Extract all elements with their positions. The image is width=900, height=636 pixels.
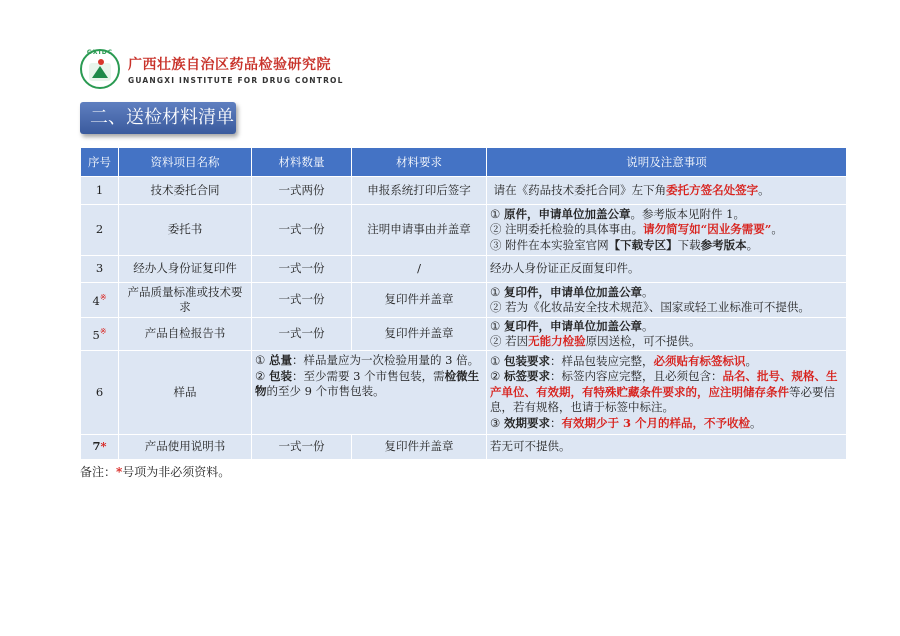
- table-row: [81, 435, 847, 460]
- section-title: 二、送检材料清单: [80, 102, 236, 134]
- row-no: 2: [81, 205, 119, 256]
- optional-star-icon: *: [100, 439, 107, 454]
- row-req: 申报系统打印后签字: [352, 177, 487, 205]
- row-qty: 一式一份: [252, 283, 352, 318]
- header-requirement: 材料要求: [352, 148, 487, 177]
- optional-star-icon: ※: [99, 327, 107, 337]
- row-name: 委托书: [119, 205, 252, 256]
- logo-ring-text: GXIDC: [86, 49, 114, 56]
- row-no: 1: [81, 177, 119, 205]
- row-name: 产品自检报告书: [119, 318, 252, 351]
- row-qty: 一式一份: [252, 318, 352, 351]
- row-req: 复印件并盖章: [352, 283, 487, 318]
- row-notes: ① 包装要求：样品包装应完整，必须贴有标签标识。 ② 标签要求：标签内容应完整，且必须包含：品名、批号、规格、生产单位、有效期，有特殊贮藏条件要求的，应注明储存条件等必要信息，若有规格，也请于标签中标注。 ③ 效期要求：有效期少于 3 个月的样品，不予收检。: [487, 351, 847, 435]
- table-row: [81, 177, 847, 205]
- row-no: 6: [81, 351, 119, 435]
- row-notes: ① 复印件，申请单位加盖公章。 ② 若因无能力检验原因送检，可不提供。: [487, 318, 847, 351]
- row-req: 注明申请事由并盖章: [352, 205, 487, 256]
- table-row: [81, 318, 847, 351]
- row-notes: ① 原件，申请单位加盖公章。参考版本见附件 1。 ② 注明委托检验的具体事由。请勿简写如“因业务需要”。 ③ 附件在本实验室官网【下载专区】下载参考版本。: [487, 205, 847, 256]
- logo-red-dot: [98, 59, 104, 65]
- org-name-en: GUANGXI INSTITUTE FOR DRUG CONTROL: [128, 75, 344, 85]
- footnote: 备注：*号项为非必须资料。: [80, 465, 231, 479]
- row-no: 3: [81, 256, 119, 283]
- row-notes: 请在《药品技术委托合同》左下角委托方签名处签字。: [487, 177, 847, 205]
- row-no: 5※: [81, 318, 119, 351]
- header-item-name: 资料项目名称: [119, 148, 252, 177]
- materials-table: [80, 147, 847, 460]
- letterhead: [80, 47, 344, 91]
- table-row: [81, 256, 847, 283]
- table-row: [81, 283, 847, 318]
- row-notes: ① 复印件，申请单位加盖公章。 ② 若为《化妆品安全技术规范》、国家或轻工业标准可不提供。: [487, 283, 847, 318]
- logo-mountain-icon: [92, 66, 108, 78]
- row-qty: 一式一份: [252, 205, 352, 256]
- row-qty: 一式两份: [252, 177, 352, 205]
- row-qty: 一式一份: [252, 435, 352, 460]
- org-name: [128, 54, 344, 85]
- row-notes: 经办人身份证正反面复印件。: [487, 256, 847, 283]
- row-no: 7*: [81, 435, 119, 460]
- optional-star-icon: ※: [99, 293, 107, 303]
- row-qty-sample: ① 总量：样品量应为一次检验用量的 3 倍。 ② 包装：至少需要 3 个市售包装，需检微生物的至少 9 个市售包装。: [252, 351, 487, 435]
- row-req: 复印件并盖章: [352, 318, 487, 351]
- institute-logo: [80, 49, 120, 89]
- row-name: 样品: [119, 351, 252, 435]
- table-row: [81, 351, 847, 435]
- row-notes: 若无可不提供。: [487, 435, 847, 460]
- row-name: 产品质量标准或技术要求: [119, 283, 252, 318]
- row-qty: 一式一份: [252, 256, 352, 283]
- header-no: 序号: [81, 148, 119, 177]
- row-req: 复印件并盖章: [352, 435, 487, 460]
- row-name: 技术委托合同: [119, 177, 252, 205]
- org-name-cn: 广西壮族自治区药品检验研究院: [128, 56, 331, 73]
- header-notes: 说明及注意事项: [487, 148, 847, 177]
- table-row: [81, 205, 847, 256]
- row-name: 产品使用说明书: [119, 435, 252, 460]
- table-header-row: [81, 148, 847, 177]
- row-req: /: [352, 256, 487, 283]
- header-quantity: 材料数量: [252, 148, 352, 177]
- row-no: 4※: [81, 283, 119, 318]
- row-name: 经办人身份证复印件: [119, 256, 252, 283]
